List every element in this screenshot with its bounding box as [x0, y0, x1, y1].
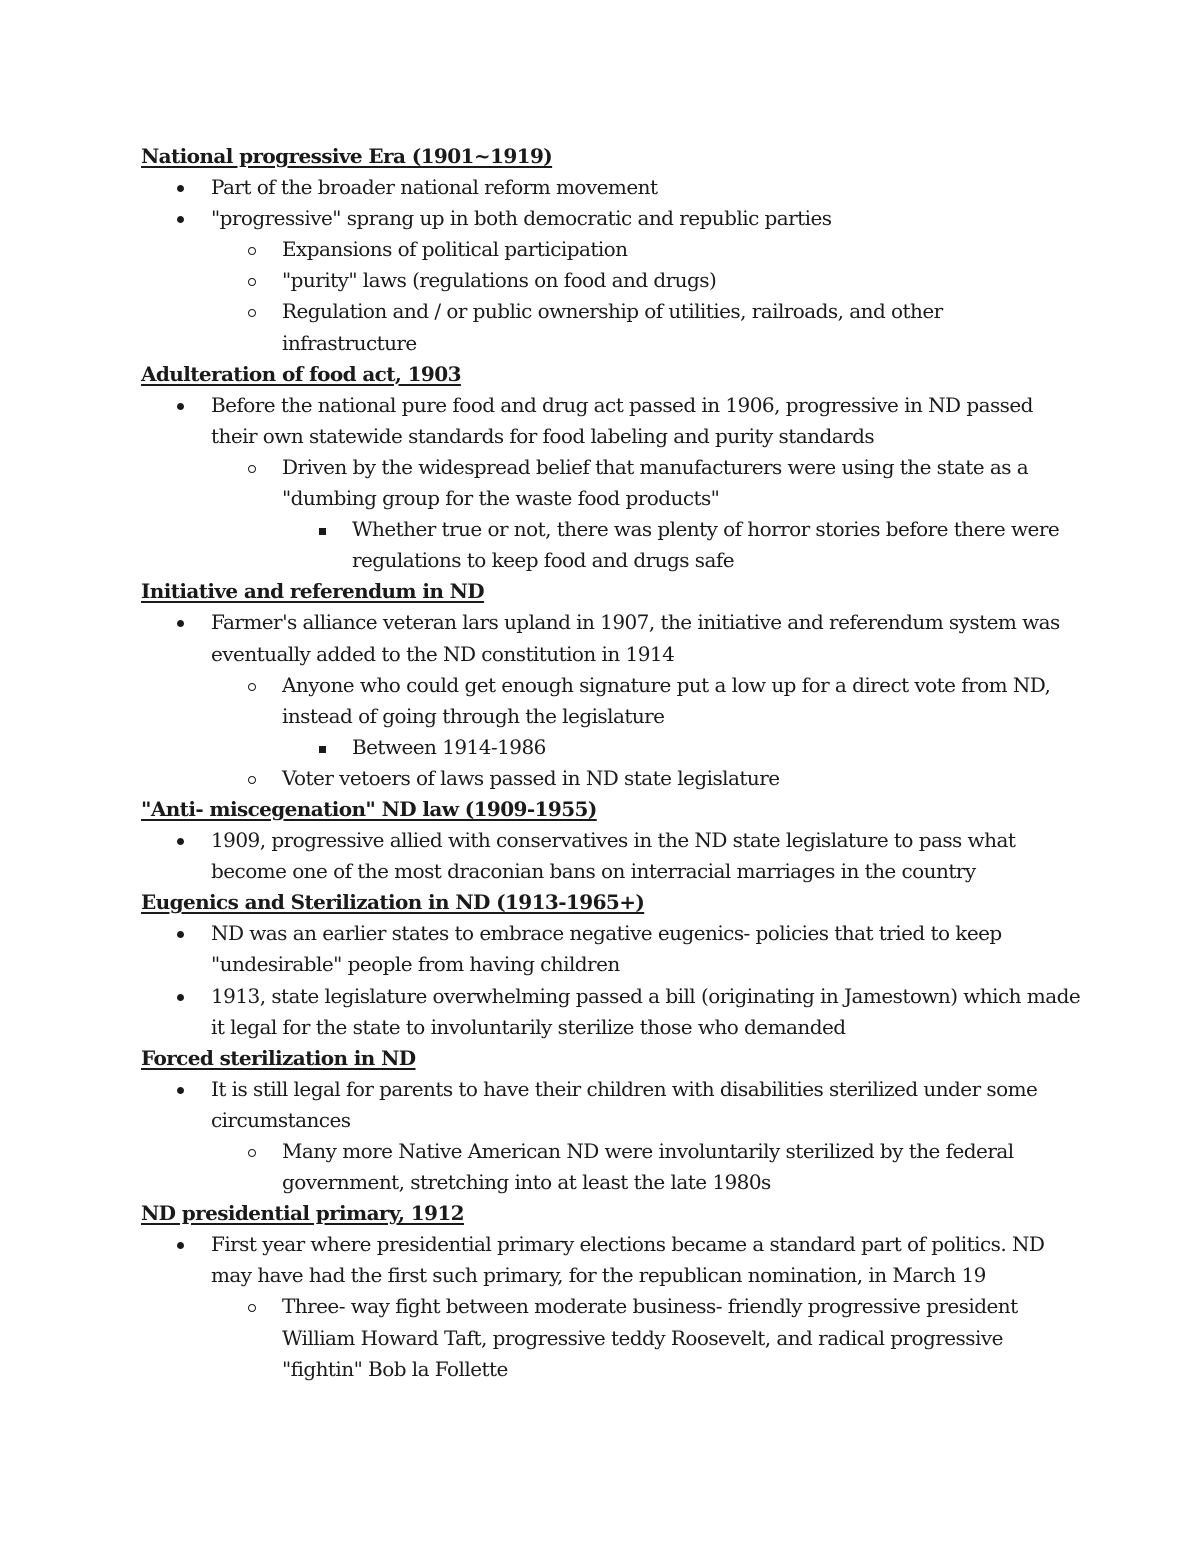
document-body [141, 141, 1081, 1385]
section-presidential-primary [141, 1198, 1081, 1385]
section-heading: Adulteration of food act, 1903 [141, 361, 461, 386]
section-initiative-referendum [141, 576, 1081, 794]
bullet-list [141, 1074, 1081, 1198]
section-heading: Initiative and referendum in ND [141, 579, 485, 604]
section-forced-sterilization [141, 1043, 1081, 1198]
list-item [141, 1229, 1081, 1291]
sub-list-item [141, 452, 1081, 514]
list-item [141, 825, 1081, 887]
section-eugenics-sterilization [141, 887, 1081, 1042]
sub-list-item [141, 1136, 1081, 1198]
section-adulteration-food-act [141, 359, 1081, 577]
list-item-text: Voter vetoers of laws passed in ND state legislature [282, 765, 780, 790]
section-heading: National progressive Era (1901~1919) [141, 144, 553, 168]
list-item-text: First year where presidential primary elections became a standard part of politics. ND may have had the first such primary, for the republican nomination, in March 19 [211, 1232, 1045, 1288]
list-item-text: Three- way fight between moderate business- friendly progressive president William Howard Taft, progressive teddy Roosevelt, and radical progressive "fightin" Bob la Follette [282, 1294, 1018, 1381]
sub-sub-list-item [141, 514, 1081, 576]
section-heading: Forced sterilization in ND [141, 1045, 416, 1070]
list-item [141, 918, 1081, 980]
list-item-text: Between 1914-1986 [352, 734, 546, 759]
sub-list-item [141, 296, 1081, 358]
list-item [141, 203, 1081, 234]
list-item-text: Driven by the widespread belief that manufacturers were using the state as a "dumbing group for the waste food products" [282, 454, 1029, 511]
list-item-text: 1913, state legislature overwhelming passed a bill (originating in Jamestown) which made it legal for the state to involuntarily sterilize those who demanded [211, 983, 1081, 1039]
bullet-list [141, 825, 1081, 887]
list-item-text: Part of the broader national reform movement [211, 175, 658, 200]
list-item-text: ND was an earlier states to embrace negative eugenics- policies that tried to keep "undesirable" people from having children [211, 921, 1002, 977]
bullet-list [141, 1229, 1081, 1384]
section-heading: Eugenics and Sterilization in ND (1913-1965+) [141, 890, 645, 915]
list-item-text: Expansions of political participation [282, 237, 628, 262]
list-item-text: Before the national pure food and drug act passed in 1906, progressive in ND passed their own statewide standards for food labeling and purity standards [211, 392, 1033, 448]
sub-list-item [141, 265, 1081, 296]
list-item-text: Regulation and / or public ownership of utilities, railroads, and other infrastructure [282, 299, 943, 355]
list-item [141, 607, 1081, 669]
list-item [141, 172, 1081, 203]
bullet-list [141, 390, 1081, 577]
list-item-text: Whether true or not, there was plenty of horror stories before there were regulations to keep food and drugs safe [352, 517, 1060, 573]
section-national-progressive-era [141, 141, 1081, 359]
bullet-list [141, 607, 1081, 794]
list-item-text: Anyone who could get enough signature put a low up for a direct vote from ND, instead of going through the legislature [282, 672, 1051, 728]
list-item-text: Farmer's alliance veteran lars upland in 1907, the initiative and referendum system was eventually added to the ND constitution in 1914 [211, 610, 1060, 666]
list-item-text: It is still legal for parents to have their children with disabilities sterilized under some circumstances [211, 1076, 1038, 1132]
bullet-list [141, 918, 1081, 1042]
sub-list-item [141, 670, 1081, 732]
section-heading: "Anti- miscegenation" ND law (1909-1955) [141, 796, 597, 821]
bullet-list [141, 172, 1081, 359]
list-item-text: Many more Native American ND were involuntarily sterilized by the federal government, stretching into at least the late 1980s [282, 1139, 1014, 1195]
list-item-text: 1909, progressive allied with conservatives in the ND state legislature to pass what become one of the most draconian bans on interracial marriages in the country [211, 828, 1016, 884]
list-item [141, 390, 1081, 452]
sub-list-item [141, 234, 1081, 265]
list-item-text: "purity" laws (regulations on food and drugs) [282, 268, 717, 293]
sub-list-item [141, 763, 1081, 794]
sub-list-item [141, 1291, 1081, 1384]
section-anti-miscegenation [141, 794, 1081, 887]
list-item-text: "progressive" sprang up in both democratic and republic parties [211, 206, 832, 231]
list-item [141, 1074, 1081, 1136]
sub-sub-list-item [141, 732, 1081, 763]
list-item [141, 981, 1081, 1043]
section-heading: ND presidential primary, 1912 [141, 1201, 464, 1226]
